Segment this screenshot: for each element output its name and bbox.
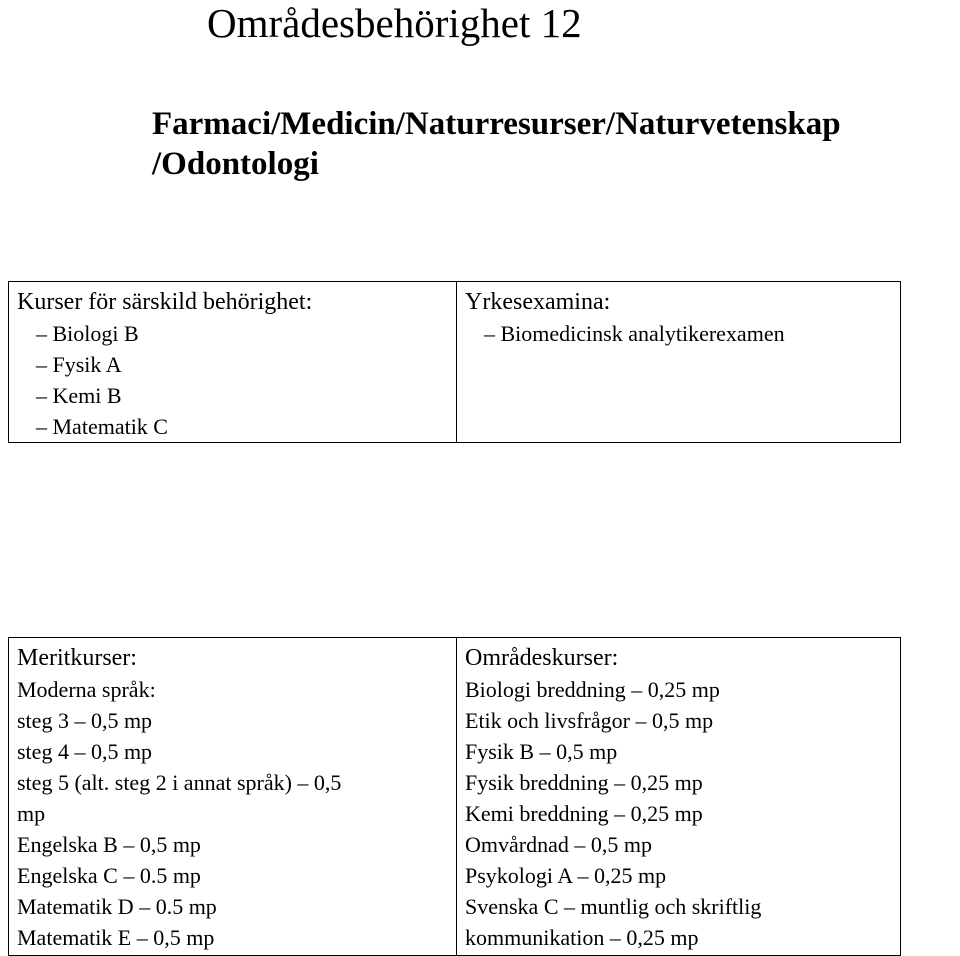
merit-courses-cell [9, 638, 456, 955]
special-courses-heading: Kurser för särskild behörighet: [17, 289, 313, 315]
area-courses-heading: Områdeskurser: [465, 645, 619, 671]
merit-course-item: steg 5 (alt. steg 2 i annat språk) – 0,5 [17, 770, 342, 795]
area-course-item: Omvårdnad – 0,5 mp [465, 832, 652, 857]
page-title: Områdesbehörighet 12 [207, 0, 582, 46]
merit-course-item: Matematik E – 0,5 mp [17, 925, 215, 950]
area-course-item: Psykologi A – 0,25 mp [465, 863, 667, 888]
special-eligibility-table [8, 281, 901, 443]
courses-table [8, 637, 901, 956]
special-course-item: – Matematik C [36, 414, 168, 439]
professional-degree-item: – Biomedicinsk analytikerexamen [484, 321, 785, 346]
special-course-item: – Biologi B [36, 321, 139, 346]
merit-course-item: Engelska C – 0.5 mp [17, 863, 201, 888]
merit-course-item: steg 4 – 0,5 mp [17, 739, 153, 764]
merit-course-item: Matematik D – 0.5 mp [17, 894, 217, 919]
area-courses-cell [457, 638, 900, 955]
subtitle-line-1: Farmaci/Medicin/Naturresurser/Naturvetenskap [152, 106, 841, 142]
area-course-item: Kemi breddning – 0,25 mp [465, 801, 703, 826]
professional-degrees-cell [457, 282, 900, 442]
page-subtitle [152, 104, 841, 184]
area-course-item: Svenska C – muntlig och skriftlig [465, 894, 762, 919]
special-course-item: – Kemi B [36, 383, 122, 408]
professional-degrees-heading: Yrkesexamina: [465, 289, 611, 315]
area-course-item: kommunikation – 0,25 mp [465, 925, 699, 950]
area-course-item: Biologi breddning – 0,25 mp [465, 677, 720, 702]
merit-course-item: mp [17, 801, 46, 826]
area-course-item: Etik och livsfrågor – 0,5 mp [465, 708, 714, 733]
special-course-item: – Fysik A [36, 352, 122, 377]
merit-course-item: Engelska B – 0,5 mp [17, 832, 201, 857]
merit-courses-heading: Meritkurser: [17, 645, 137, 671]
subtitle-line-2: /Odontologi [152, 146, 319, 182]
special-courses-cell [9, 282, 456, 442]
area-course-item: Fysik breddning – 0,25 mp [465, 770, 703, 795]
merit-course-item: steg 3 – 0,5 mp [17, 708, 153, 733]
merit-course-item: Moderna språk: [17, 677, 156, 702]
area-course-item: Fysik B – 0,5 mp [465, 739, 618, 764]
